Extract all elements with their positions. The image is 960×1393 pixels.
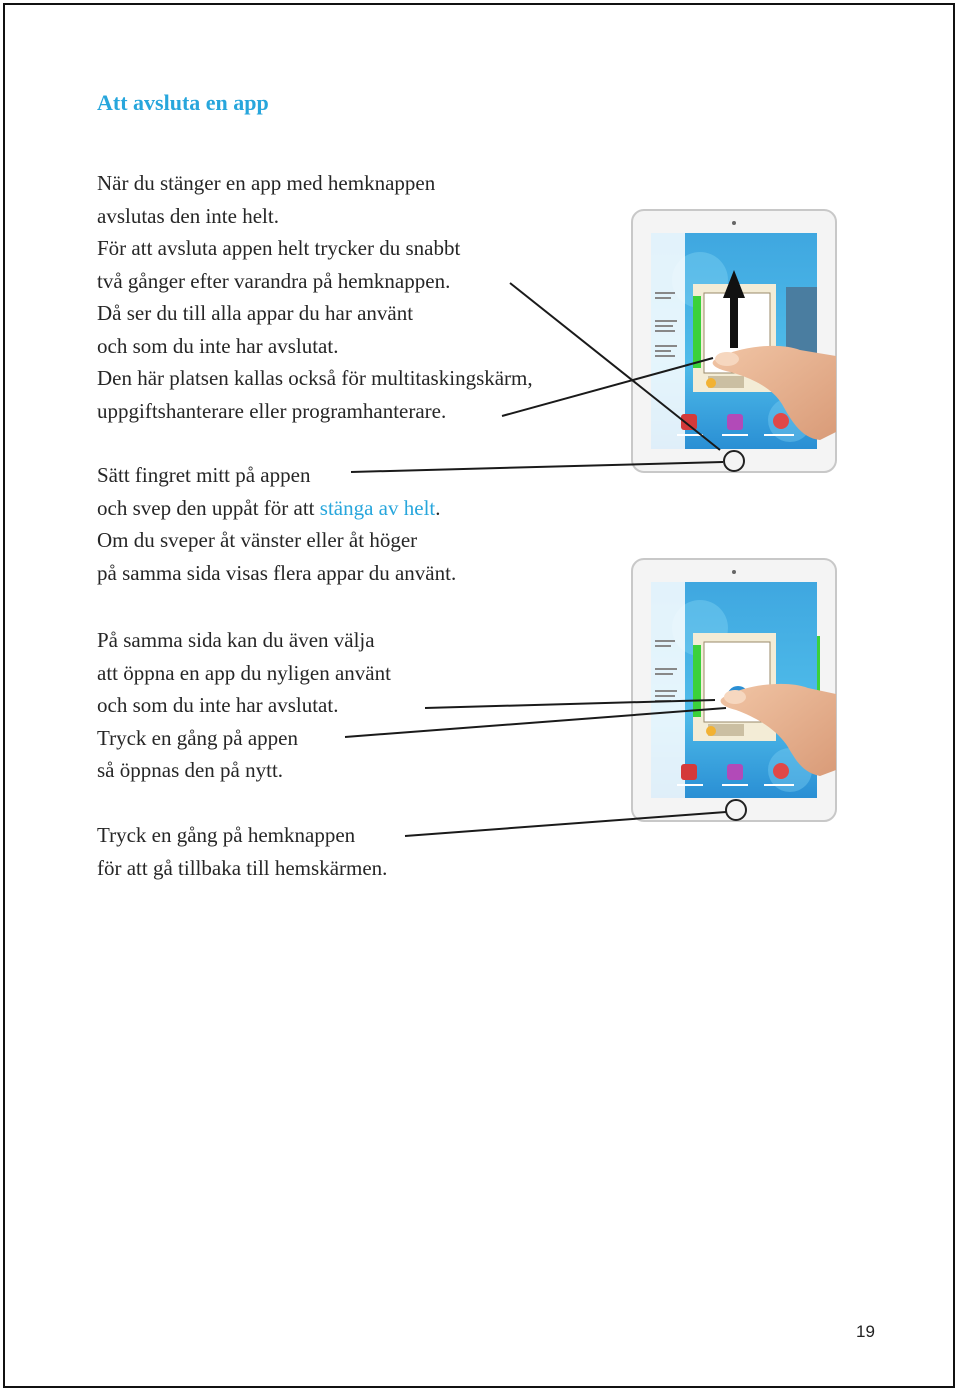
text-line: att öppna en app du nyligen använt	[97, 660, 391, 685]
text-line: för att gå tillbaka till hemskärmen.	[97, 855, 388, 880]
text-line: uppgiftshanterare eller programhanterare.	[97, 398, 447, 423]
text-line: avslutas den inte helt.	[97, 203, 279, 228]
text-line: Tryck en gång på hemknappen	[97, 823, 356, 847]
text-line: Tryck en gång på appen	[97, 725, 299, 750]
text-line: så öppnas den på nytt.	[97, 758, 284, 782]
highlight-text: stänga av helt	[319, 495, 436, 520]
text-line: På samma sida kan du även välja	[97, 628, 375, 652]
text-line: Den här platsen kallas också för multitaskingskärm,	[97, 366, 533, 390]
text-fragment: .	[435, 495, 441, 520]
text-line: För att avsluta appen helt trycker du snabbt	[97, 236, 461, 260]
text-line: Då ser du till alla appar du har använt	[97, 301, 414, 325]
page-heading: Att avsluta en app	[97, 90, 269, 115]
text-line: på samma sida visas flera appar du använt.	[97, 560, 457, 585]
text-line: När du stänger en app med hemknappen	[97, 171, 436, 195]
text-line: och som du inte har avslutat.	[97, 333, 339, 358]
text-line: och som du inte har avslutat.	[97, 693, 339, 717]
text-line: Sätt fingret mitt på appen	[97, 463, 311, 487]
ipad-swipe-up-illustration	[632, 210, 836, 472]
text-fragment: och svep den uppåt för att	[97, 495, 320, 520]
text-line: Om du sveper åt vänster eller åt höger	[97, 528, 418, 552]
page-number: 19	[856, 1322, 875, 1341]
text-line: två gånger efter varandra på hemknappen.	[97, 268, 451, 293]
ipad-tap-app-illustration	[632, 559, 836, 821]
